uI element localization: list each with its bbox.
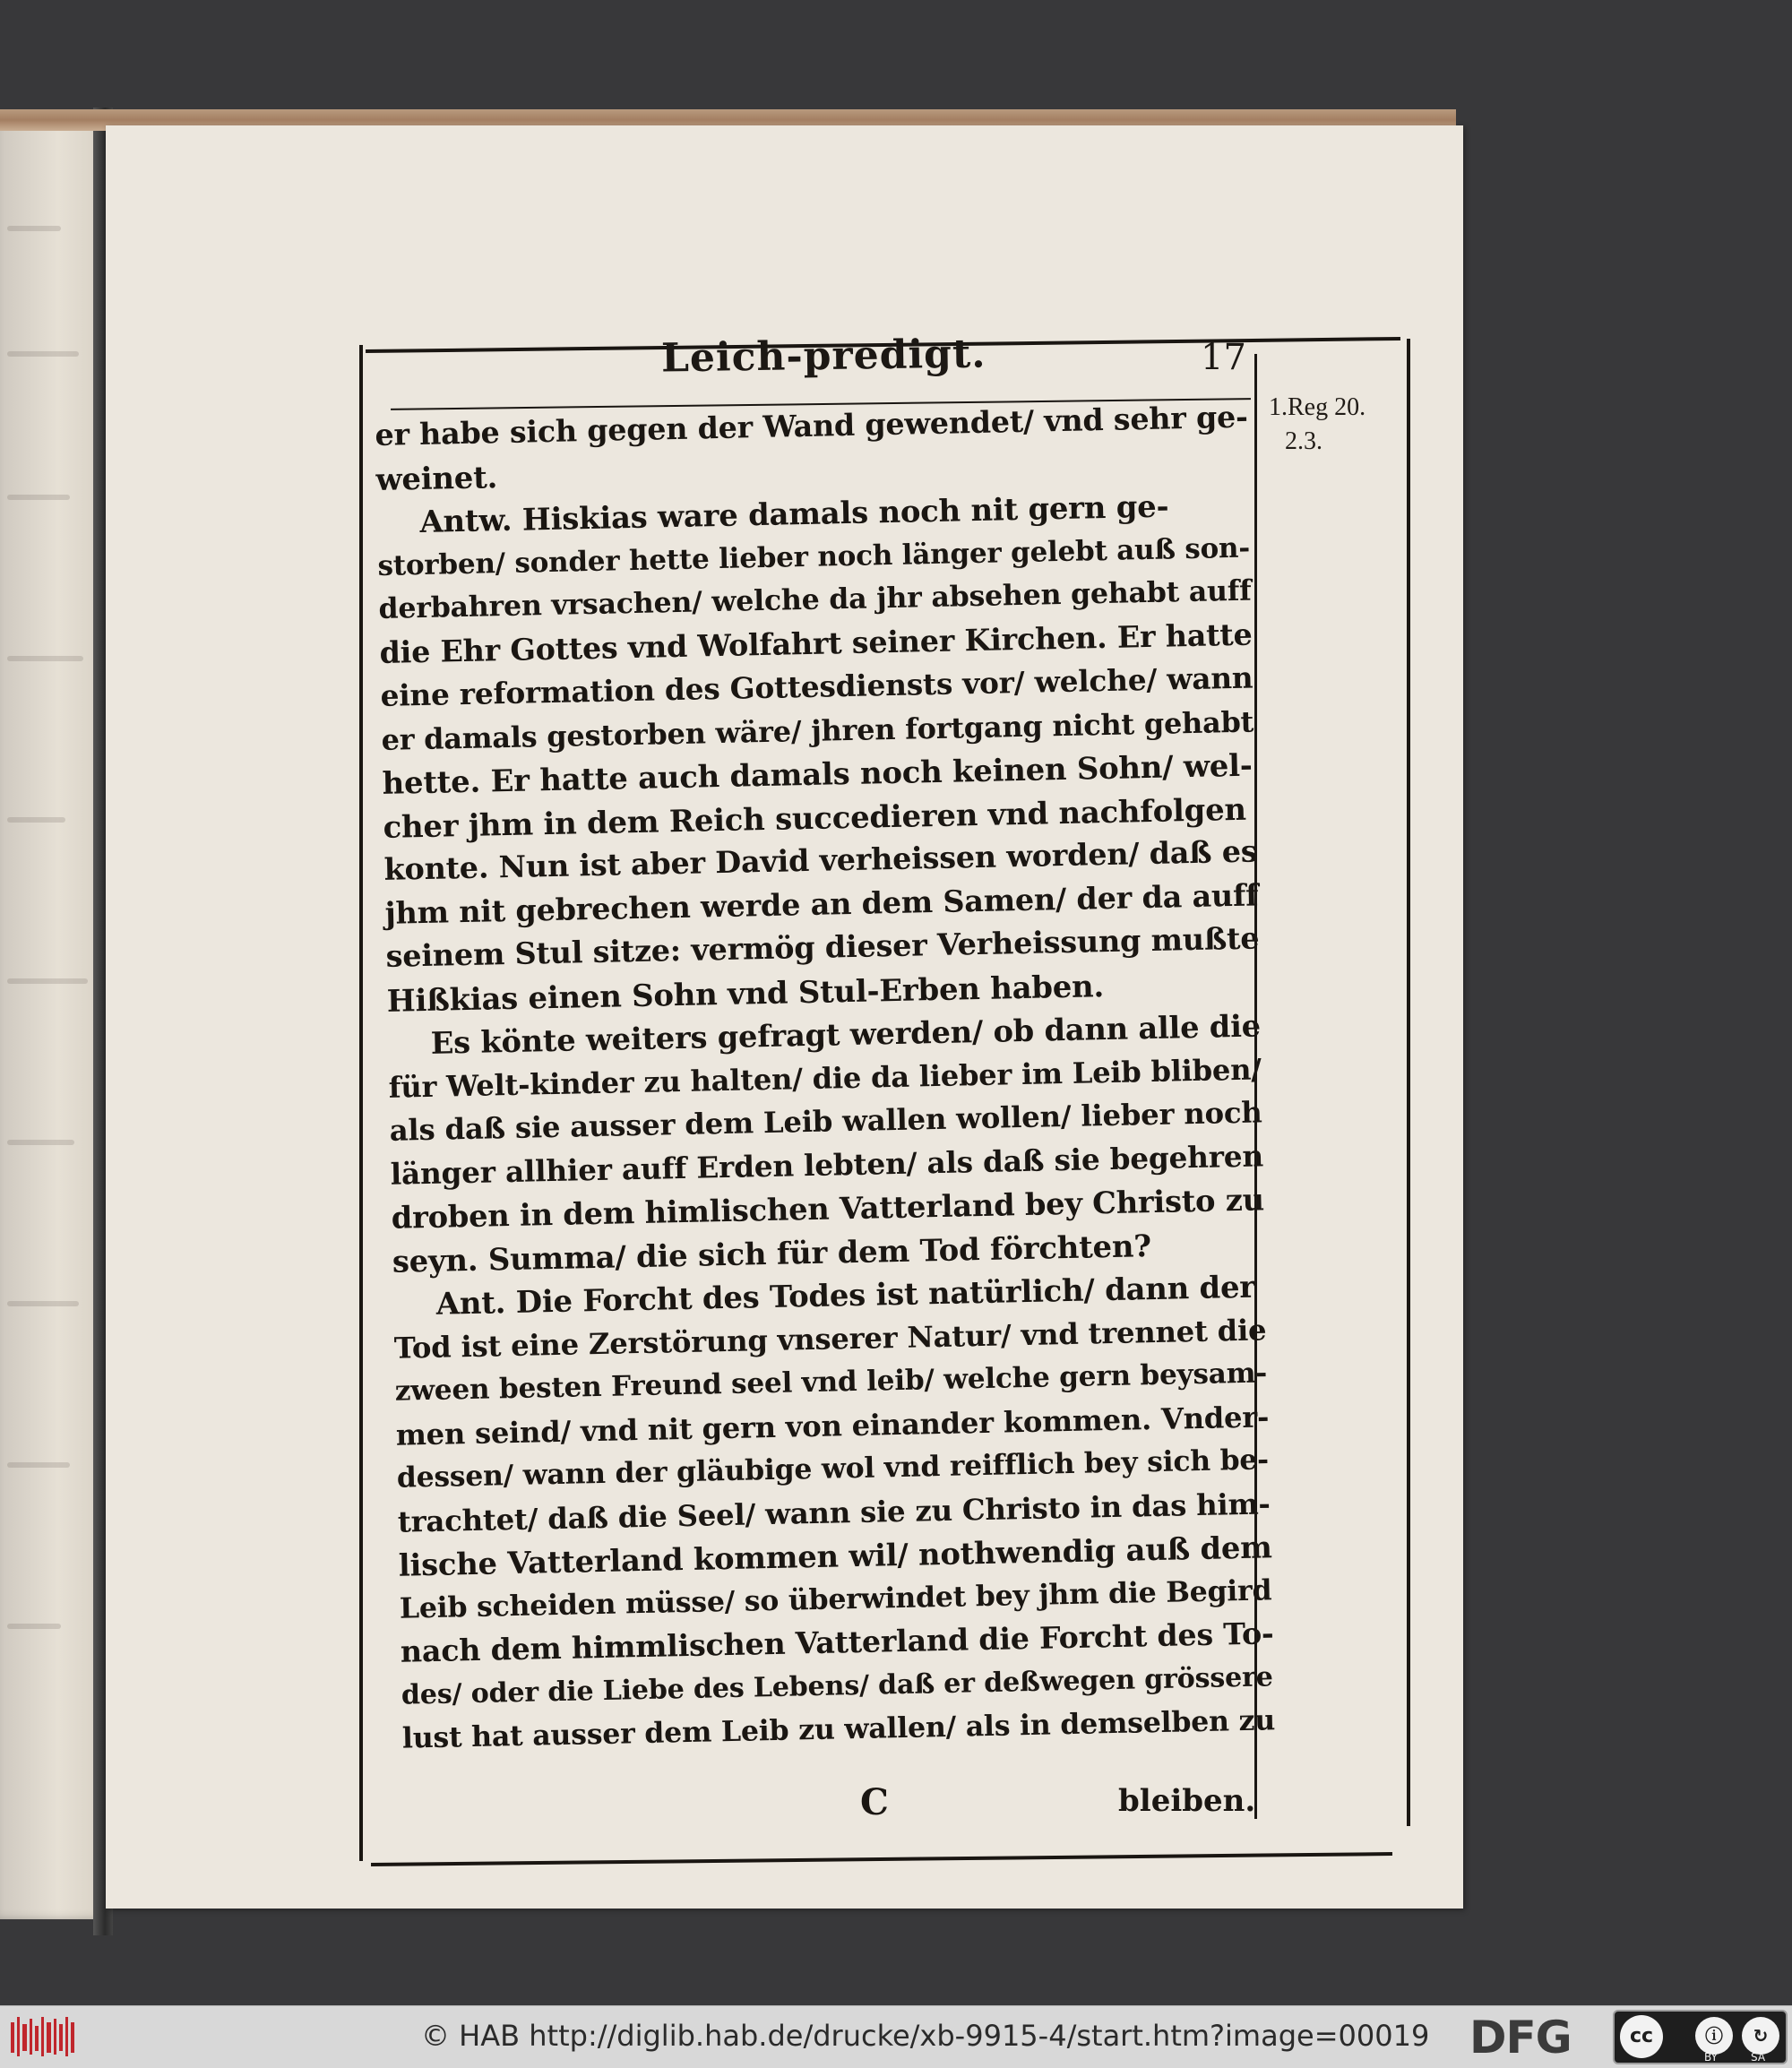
text-line: lische Vatterland kommen wil/ nothwendig auß dem <box>398 1529 1272 1583</box>
share-alike-icon: ↻ <box>1742 2017 1779 2055</box>
attribution-icon: ⓘ <box>1695 2017 1733 2055</box>
bleed-through-text <box>7 351 79 357</box>
text-line: für Welt-kinder zu halten/ die da lieber im Leib bliben/ <box>388 1051 1262 1105</box>
bleed-through-text <box>7 978 88 984</box>
dfg-logo[interactable]: DFG <box>1469 2012 1572 2064</box>
text-line: lust hat ausser dem Leib zu wallen/ als in demselben zu <box>401 1703 1276 1755</box>
text-line: als daß sie ausser dem Leib wallen wollen/ lieber noch <box>389 1095 1262 1148</box>
text-line: hette. Er hatte auch damals noch keinen Sohn/ wel- <box>382 746 1254 801</box>
bleed-through-text <box>7 817 65 823</box>
hab-barcode-logo-icon[interactable] <box>7 2013 77 2060</box>
text-line: Ant. Die Forcht des Todes ist natürlich/ dann der <box>435 1268 1256 1322</box>
text-line: des/ oder die Liebe des Lebens/ daß er deßwegen grössere <box>401 1660 1274 1711</box>
footer-bar <box>0 2005 1792 2068</box>
text-line: länger allhier auff Erden lebten/ als daß sie begehren <box>390 1137 1264 1192</box>
text-line: men seind/ vnd nit gern von einander kommen. Vnder- <box>395 1399 1270 1452</box>
catchword: bleiben. <box>1118 1783 1256 1819</box>
bleed-through-text <box>7 495 70 500</box>
text-line: zween besten Freund seel vnd leib/ welche gern beysam- <box>394 1357 1268 1408</box>
frame-bottom-rule <box>371 1852 1392 1866</box>
text-line: seyn. Summa/ die sich für dem Tod förchten? <box>392 1227 1152 1280</box>
text-line: er damals gestorben wäre/ jhren fortgang nicht gehabt <box>381 704 1254 757</box>
source-url-link[interactable]: © HAB http://diglib.hab.de/drucke/xb-9915-4/start.htm?image=00019 <box>421 2019 1430 2053</box>
text-line: eine reformation des Gottesdiensts vor/ welche/ wann <box>380 659 1254 713</box>
text-line: Hißkias einen Sohn vnd Stul-Erben haben. <box>386 967 1105 1019</box>
marginal-note <box>1269 391 1385 459</box>
text-line: Tod ist eine Zerstörung vnserer Natur/ vnd trennet die <box>393 1312 1267 1366</box>
text-line: konte. Nun ist aber David verheissen worden/ daß es <box>383 833 1258 887</box>
scanned-page <box>106 125 1463 1909</box>
bleed-through-text <box>7 1140 74 1145</box>
text-line: storben/ sonder hette lieber noch länger gelebt auß son- <box>377 531 1251 582</box>
text-line: Antw. Hiskias ware damals noch nit gern ge- <box>419 487 1169 539</box>
bleed-through-text <box>7 1624 61 1629</box>
marginal-note-line: 1.Reg 20. <box>1269 393 1366 421</box>
text-line: er habe sich gegen der Wand gewendet/ vnd sehr ge- <box>375 399 1248 452</box>
text-line: Es könte weiters gefragt werden/ ob dann alle die <box>430 1007 1262 1061</box>
text-line: trachtet/ daß die Seel/ wann sie zu Christo in das him- <box>397 1486 1271 1539</box>
text-line: droben in dem himlischen Vatterland bey Christo zu <box>391 1181 1265 1236</box>
bleed-through-text <box>7 1301 79 1306</box>
signature-mark: C <box>860 1781 889 1823</box>
previous-page-edge <box>0 118 106 1919</box>
sa-label: SA <box>1751 2051 1766 2064</box>
frame-margin-right-rule <box>1407 339 1410 1826</box>
running-header-title: Leich-predigt. <box>660 331 986 382</box>
text-line: derbahren vrsachen/ welche da jhr absehen gehabt auff <box>378 573 1252 625</box>
cc-icon: cc <box>1620 2015 1663 2058</box>
frame-left-rule <box>359 345 363 1861</box>
marginal-note-line: 2.3. <box>1285 427 1322 455</box>
text-line: Leib scheiden müsse/ so überwindet bey jhm die Begird <box>399 1573 1272 1625</box>
text-line: die Ehr Gottes vnd Wolfahrt seiner Kirchen. Er hatte <box>379 616 1253 670</box>
text-line: cher jhm in dem Reich succedieren vnd nachfolgen <box>383 790 1247 845</box>
text-line: nach dem himmlischen Vatterland die Forcht des To- <box>400 1616 1274 1669</box>
cc-by-sa-license-icon[interactable] <box>1613 2010 1788 2064</box>
text-line: weinet. <box>375 458 498 497</box>
body-text <box>375 395 1280 1761</box>
text-line: dessen/ wann der gläubige wol vnd reifflich bey sich be- <box>396 1443 1270 1495</box>
text-line: seinem Stul sitze: vermög dieser Verheissung mußte <box>385 920 1260 974</box>
page-number: 17 <box>1201 337 1246 378</box>
bleed-through-text <box>7 656 83 661</box>
text-line: jhm nit gebrechen werde an dem Samen/ der da auff <box>384 876 1259 931</box>
by-label: BY <box>1704 2051 1718 2064</box>
bleed-through-text <box>7 1462 70 1468</box>
bleed-through-text <box>7 226 61 231</box>
